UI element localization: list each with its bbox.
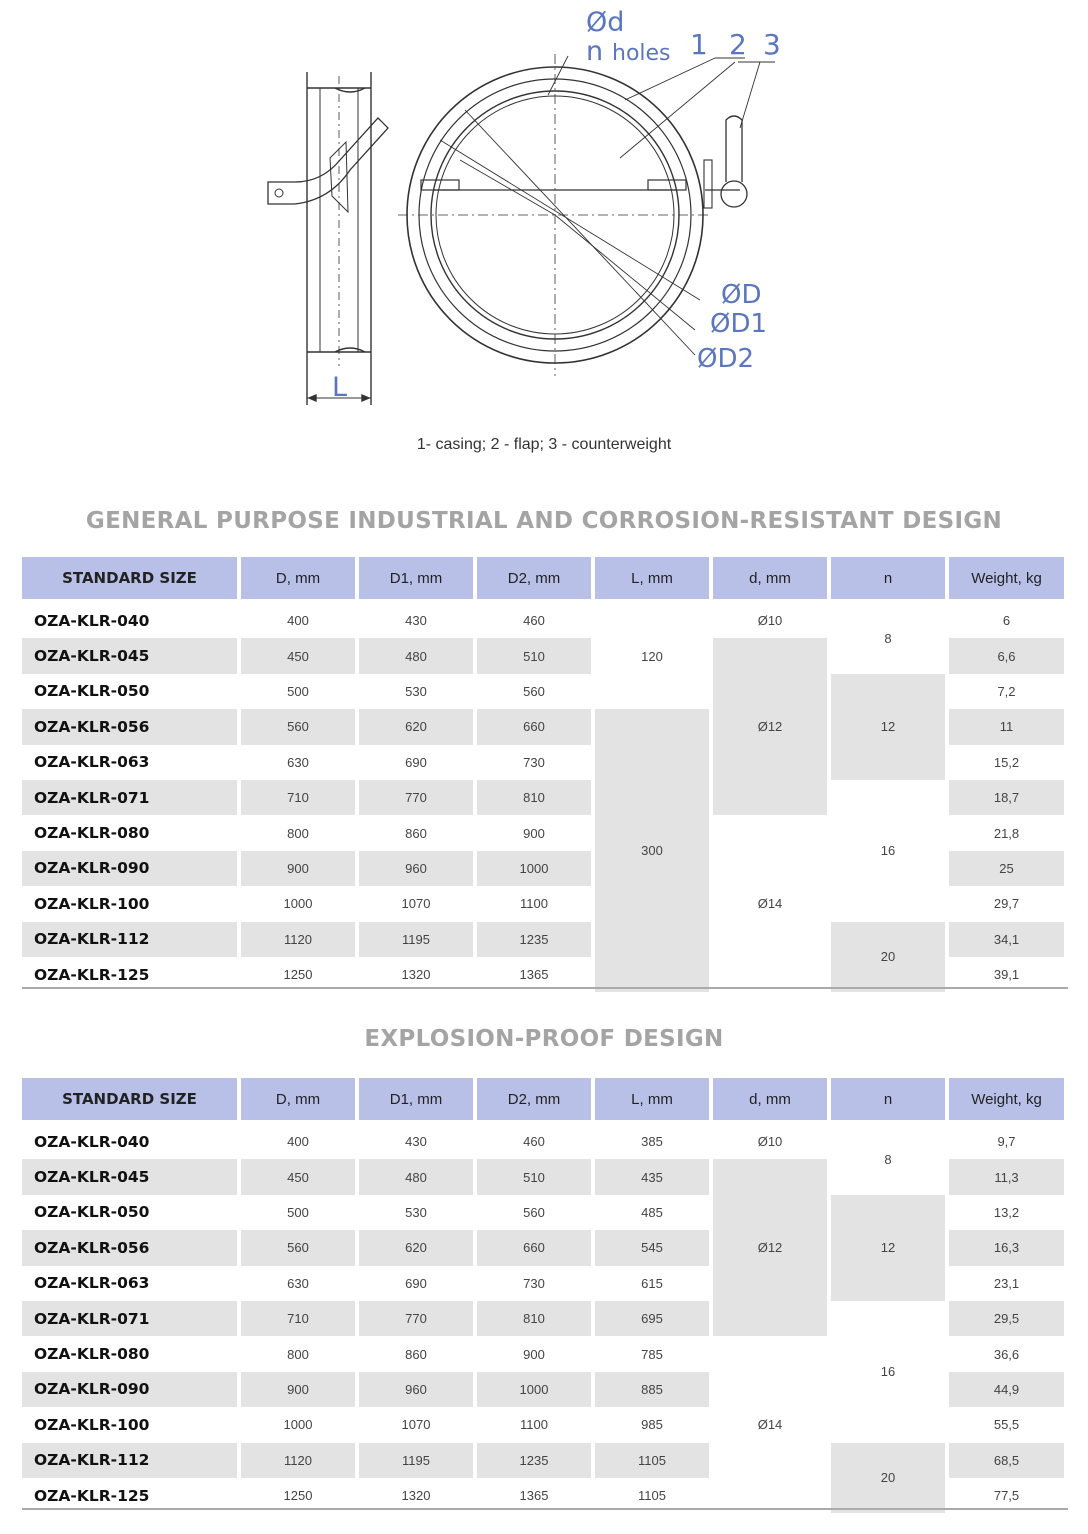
d1-cell: 1320 (401, 1488, 431, 1504)
col-d1: D1, mm (359, 1078, 473, 1120)
n-cell: 12 (831, 674, 945, 780)
table-row (22, 1301, 1064, 1336)
weight-cell: 6 (949, 599, 1064, 638)
d1-cell: 960 (359, 851, 473, 886)
n-cell: 8 (831, 1120, 945, 1195)
d2-cell: 1235 (477, 1443, 591, 1478)
d-cell: 1000 (283, 896, 313, 912)
table-header-row (22, 1078, 1064, 1120)
table-row (22, 1195, 1064, 1230)
col-d2: D2, mm (477, 557, 591, 599)
col-d: D, mm (241, 557, 355, 599)
d1-cell: 1195 (359, 1443, 473, 1478)
d-cell: 630 (287, 754, 309, 770)
l-cell: 985 (641, 1417, 663, 1433)
general-table-bottom-rule (22, 987, 1068, 989)
d2-cell: 900 (523, 1346, 545, 1362)
d2-cell: 660 (477, 709, 591, 744)
standard-size-cell: OZA-KLR-050 (34, 1203, 150, 1222)
standard-size-cell: OZA-KLR-056 (22, 709, 237, 744)
table-row (22, 1443, 1064, 1478)
n-cell: 8 (831, 599, 945, 674)
d-cell: 450 (241, 638, 355, 673)
col-d: D, mm (241, 1078, 355, 1120)
standard-size-cell: OZA-KLR-112 (22, 1443, 237, 1478)
standard-size-cell: OZA-KLR-125 (34, 965, 150, 984)
d2-cell: 1000 (477, 851, 591, 886)
l-cell: 385 (595, 1120, 709, 1159)
label-D2: ØD2 (697, 344, 755, 374)
d-cell: 450 (241, 1159, 355, 1194)
l-cell: 615 (641, 1275, 663, 1291)
d-cell: 560 (241, 709, 355, 744)
weight-cell: 39,1 (993, 967, 1020, 983)
l-cell: 435 (595, 1159, 709, 1194)
weight-cell: 15,2 (993, 754, 1020, 770)
d2-cell: 510 (477, 1159, 591, 1194)
d1-cell: 1070 (401, 1417, 431, 1433)
hole-d-cell: Ø10 (713, 1120, 827, 1159)
d-cell: 500 (287, 1204, 309, 1220)
d1-cell: 1320 (401, 967, 431, 983)
l-cell: 1105 (595, 1443, 709, 1478)
d-cell: 710 (241, 1301, 355, 1336)
d2-cell: 460 (477, 599, 591, 638)
n-cell: 16 (880, 843, 896, 859)
label-hole-diameter: Ød (586, 7, 625, 38)
d2-cell: 510 (477, 638, 591, 673)
d-cell: 500 (287, 683, 309, 699)
l-cell: 785 (641, 1346, 663, 1362)
explosion-spec-table (18, 1078, 1068, 1513)
l-cell: 120 (595, 599, 709, 709)
d2-cell: 730 (523, 754, 545, 770)
n-cell: 20 (831, 922, 945, 993)
d-cell: 560 (241, 1230, 355, 1265)
col-n: n (831, 557, 945, 599)
label-part-3: 3 (763, 28, 781, 61)
l-cell: 485 (641, 1204, 663, 1220)
label-L: L (332, 372, 348, 403)
d1-cell: 530 (405, 1204, 427, 1220)
table-row (22, 780, 1064, 815)
weight-cell: 21,8 (993, 825, 1020, 841)
col-hole-d: d, mm (713, 557, 827, 599)
col-weight: Weight, kg (949, 1078, 1064, 1120)
drawing-caption: 1- casing; 2 - flap; 3 - counterweight (416, 436, 672, 453)
d-cell: 400 (241, 599, 355, 638)
d-cell: 1250 (283, 967, 313, 983)
l-cell: 1105 (638, 1488, 666, 1504)
d-cell: 1250 (283, 1488, 313, 1504)
d1-cell: 690 (405, 1275, 427, 1291)
weight-cell: 68,5 (949, 1443, 1064, 1478)
d1-cell: 690 (405, 754, 427, 770)
d2-cell: 900 (523, 825, 545, 841)
weight-cell: 7,2 (997, 683, 1016, 699)
standard-size-cell: OZA-KLR-100 (34, 894, 150, 913)
weight-cell: 11,3 (949, 1159, 1064, 1194)
standard-size-cell: OZA-KLR-071 (22, 780, 237, 815)
weight-cell: 77,5 (993, 1488, 1020, 1504)
d2-cell: 560 (523, 1204, 545, 1220)
d2-cell: 560 (523, 683, 545, 699)
d1-cell: 860 (405, 825, 427, 841)
d2-cell: 730 (523, 1275, 545, 1291)
standard-size-cell: OZA-KLR-100 (34, 1415, 150, 1434)
d1-cell: 430 (359, 1120, 473, 1159)
col-hole-d: d, mm (713, 1078, 827, 1120)
standard-size-cell: OZA-KLR-040 (22, 1120, 237, 1159)
n-cell: 12 (831, 1195, 945, 1301)
d2-cell: 1100 (520, 1417, 548, 1433)
d-cell: 900 (241, 1372, 355, 1407)
weight-cell: 29,7 (993, 896, 1020, 912)
standard-size-cell: OZA-KLR-063 (34, 1274, 150, 1293)
hole-d-cell: Ø10 (713, 599, 827, 638)
hole-d-cell: Ø14 (757, 896, 783, 912)
d-cell: 630 (287, 1275, 309, 1291)
technical-drawing (0, 0, 1088, 470)
table-header-row (22, 557, 1064, 599)
standard-size-cell: OZA-KLR-071 (22, 1301, 237, 1336)
d-cell: 1000 (283, 1417, 313, 1433)
standard-size-cell: OZA-KLR-080 (34, 1345, 150, 1364)
d2-cell: 1100 (520, 896, 548, 912)
standard-size-cell: OZA-KLR-056 (22, 1230, 237, 1265)
col-n: n (831, 1078, 945, 1120)
d1-cell: 770 (359, 780, 473, 815)
side-view (268, 72, 388, 405)
general-section-title: GENERAL PURPOSE INDUSTRIAL AND CORROSION-RESISTANT DESIGN (85, 508, 1003, 534)
weight-cell: 11 (949, 709, 1064, 744)
n-cell: 16 (880, 1364, 896, 1380)
d-cell: 800 (287, 825, 309, 841)
damper-drawing-svg (0, 0, 1088, 470)
label-n: n (586, 36, 604, 67)
d-cell: 710 (241, 780, 355, 815)
d-cell: 400 (241, 1120, 355, 1159)
col-weight: Weight, kg (949, 557, 1064, 599)
d1-cell: 480 (359, 1159, 473, 1194)
explosion-section-title: EXPLOSION-PROOF DESIGN (364, 1026, 724, 1052)
weight-cell: 44,9 (949, 1372, 1064, 1407)
d1-cell: 860 (405, 1346, 427, 1362)
standard-size-cell: OZA-KLR-063 (34, 753, 150, 772)
l-cell: 545 (595, 1230, 709, 1265)
weight-cell: 23,1 (993, 1275, 1020, 1291)
d-cell: 900 (241, 851, 355, 886)
d2-cell: 1365 (519, 967, 549, 983)
weight-cell: 18,7 (949, 780, 1064, 815)
d2-cell: 1000 (477, 1372, 591, 1407)
standard-size-cell: OZA-KLR-112 (22, 922, 237, 957)
weight-cell: 9,7 (949, 1120, 1064, 1159)
l-cell: 885 (595, 1372, 709, 1407)
weight-cell: 34,1 (949, 922, 1064, 957)
table-row (22, 674, 1064, 709)
n-cell: 20 (831, 1443, 945, 1514)
weight-cell: 13,2 (993, 1204, 1020, 1220)
d1-cell: 770 (359, 1301, 473, 1336)
hole-d-cell: Ø14 (757, 1417, 783, 1433)
d2-cell: 1365 (519, 1488, 549, 1504)
col-d2: D2, mm (477, 1078, 591, 1120)
standard-size-cell: OZA-KLR-090 (22, 851, 237, 886)
label-part-2: 2 (729, 28, 747, 61)
weight-cell: 6,6 (949, 638, 1064, 673)
d1-cell: 1195 (359, 922, 473, 957)
standard-size-cell: OZA-KLR-045 (22, 1159, 237, 1194)
label-holes: holes (612, 41, 671, 66)
l-cell: 695 (595, 1301, 709, 1336)
col-l: L, mm (595, 1078, 709, 1120)
d1-cell: 620 (359, 709, 473, 744)
table-row (22, 1120, 1064, 1159)
standard-size-cell: OZA-KLR-125 (34, 1486, 150, 1505)
weight-cell: 25 (949, 851, 1064, 886)
table-row (22, 922, 1064, 957)
standard-size-cell: OZA-KLR-045 (22, 638, 237, 673)
d-cell: 1120 (241, 1443, 355, 1478)
d2-cell: 810 (477, 780, 591, 815)
standard-size-cell: OZA-KLR-080 (34, 824, 150, 843)
weight-cell: 16,3 (949, 1230, 1064, 1265)
d1-cell: 480 (359, 638, 473, 673)
weight-cell: 29,5 (949, 1301, 1064, 1336)
weight-cell: 36,6 (993, 1346, 1020, 1362)
general-spec-table (18, 557, 1068, 992)
hole-d-cell: Ø12 (713, 638, 827, 815)
col-d1: D1, mm (359, 557, 473, 599)
col-l: L, mm (595, 557, 709, 599)
l-cell: 300 (595, 709, 709, 992)
d1-cell: 1070 (401, 896, 431, 912)
explosion-table-bottom-rule (22, 1508, 1068, 1510)
col-standard-size: STANDARD SIZE (22, 557, 237, 599)
label-part-1: 1 (690, 28, 708, 61)
d1-cell: 960 (359, 1372, 473, 1407)
d-cell: 1120 (241, 922, 355, 957)
d1-cell: 530 (405, 683, 427, 699)
d1-cell: 430 (359, 599, 473, 638)
table-row (22, 599, 1064, 638)
label-D: ØD (721, 280, 762, 310)
d1-cell: 620 (359, 1230, 473, 1265)
standard-size-cell: OZA-KLR-050 (34, 682, 150, 701)
weight-cell: 55,5 (993, 1417, 1020, 1433)
label-D1: ØD1 (710, 309, 768, 339)
d2-cell: 660 (477, 1230, 591, 1265)
hole-d-cell: Ø12 (713, 1159, 827, 1336)
standard-size-cell: OZA-KLR-090 (22, 1372, 237, 1407)
d2-cell: 810 (477, 1301, 591, 1336)
d2-cell: 460 (477, 1120, 591, 1159)
d-cell: 800 (287, 1346, 309, 1362)
d2-cell: 1235 (477, 922, 591, 957)
col-standard-size: STANDARD SIZE (22, 1078, 237, 1120)
standard-size-cell: OZA-KLR-040 (22, 599, 237, 638)
